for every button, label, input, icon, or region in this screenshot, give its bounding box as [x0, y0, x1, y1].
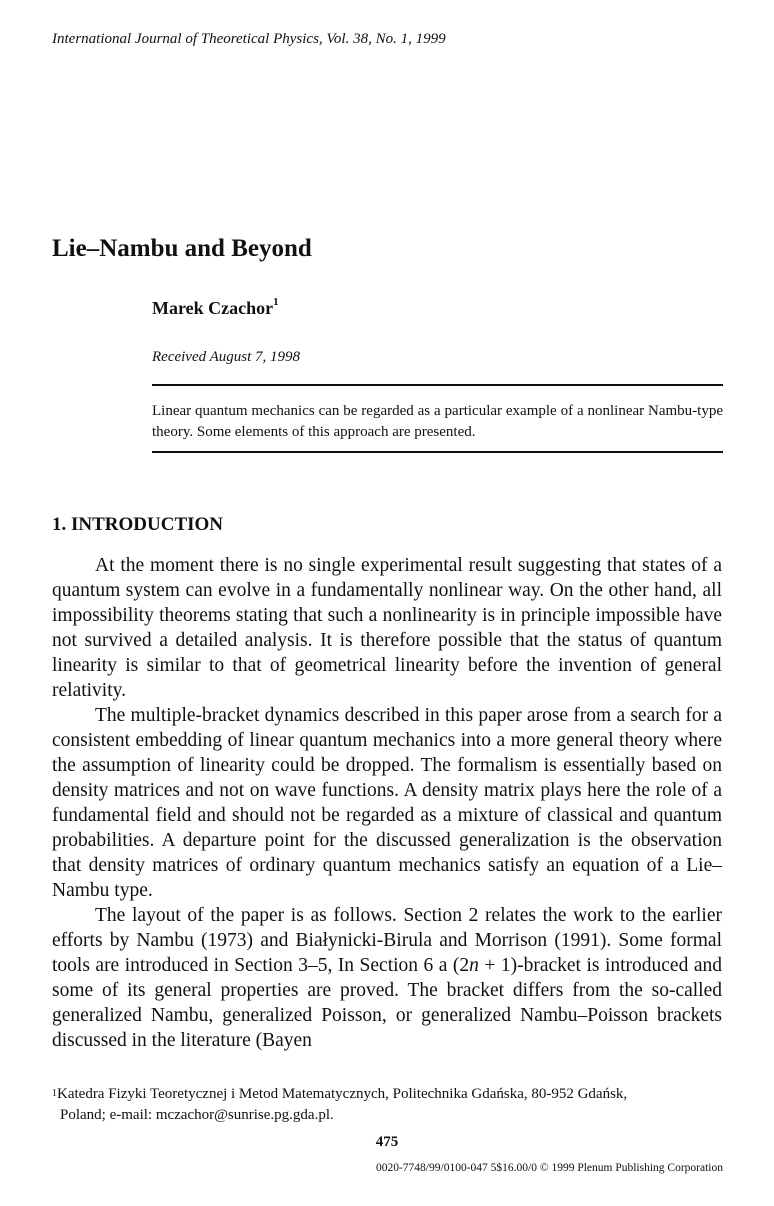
- footnote: [52, 1084, 722, 1126]
- paragraph: At the moment there is no single experimental result suggesting that states of a quantum system can evolve in a fundamentally nonlinear way. On the other hand, all impossibility theorems stating that such a nonlinearity is in principle impossible have not survived a detailed analysis. It is therefore possible that the status of quantum linearity is similar to that of geometrical linearity before the invention of general relativity.: [52, 555, 722, 701]
- abstract-rule-top: [152, 384, 723, 386]
- received-date: Received August 7, 1998: [152, 349, 301, 365]
- footnote-line: Poland; e-mail: mczachor@sunrise.pg.gda.pl.: [60, 1107, 334, 1123]
- paragraph-text: The layout of the paper is as follows. Section 2 relates the work to the earlier efforts by Nambu (1973) and Białynicki-Birula and Morrison (1991). Some formal tools are introduced in Section 3–5, In Section 6 a (2: [52, 905, 722, 976]
- footnote-affiliation: Katedra Fizyki Teoretycznej i Metod Matematycznych, Politechnika Gdańska, 80-952 Gdańsk,: [57, 1086, 628, 1102]
- author-footnote-mark: 1: [273, 296, 279, 308]
- footnote-mark: 1: [52, 1088, 57, 1099]
- paragraph: The multiple-bracket dynamics described in this paper arose from a search for a consistent embedding of linear quantum mechanics into a more general theory where the assumption of linearity could be dropped. The formalism is essentially based on density matrices and not on wave functions. A density matrix plays here the role of a fundamental field and should not be regarded as a mixture of classical and quantum probabilities. A departure point for the discussed generalization is the observation that density matrices of ordinary quantum mechanics satisfy an equation of a Lie–Nambu type.: [52, 705, 722, 901]
- abstract: Linear quantum mechanics can be regarded as a particular example of a nonlinear Nambu-type theory. Some elements of this approach are presented.: [152, 403, 723, 440]
- author-line: [152, 298, 279, 319]
- author-name: Marek Czachor: [152, 298, 274, 318]
- journal-header: International Journal of Theoretical Physics, Vol. 38, No. 1, 1999: [52, 31, 446, 47]
- page-number: 475: [375, 1134, 399, 1150]
- footnote-line: [52, 1084, 722, 1105]
- section-body: [52, 553, 722, 1053]
- section-heading: 1. INTRODUCTION: [52, 514, 224, 535]
- paragraph-text: + 1)-bracket is introduced and some of its general properties are proved. The bracket differs from the so-called generalized Nambu, generalized Poisson, or generalized Nambu–Poisson brackets discussed in the literature (Bayen: [52, 955, 722, 1051]
- copyright-line: 0020-7748/99/0100-047 5$16.00/0 © 1999 Plenum Publishing Corporation: [375, 1162, 723, 1174]
- abstract-rule-bottom: [152, 451, 723, 453]
- math-variable: n: [469, 955, 479, 976]
- paragraph: [52, 903, 722, 1053]
- article-title: Lie–Nambu and Beyond: [52, 235, 312, 262]
